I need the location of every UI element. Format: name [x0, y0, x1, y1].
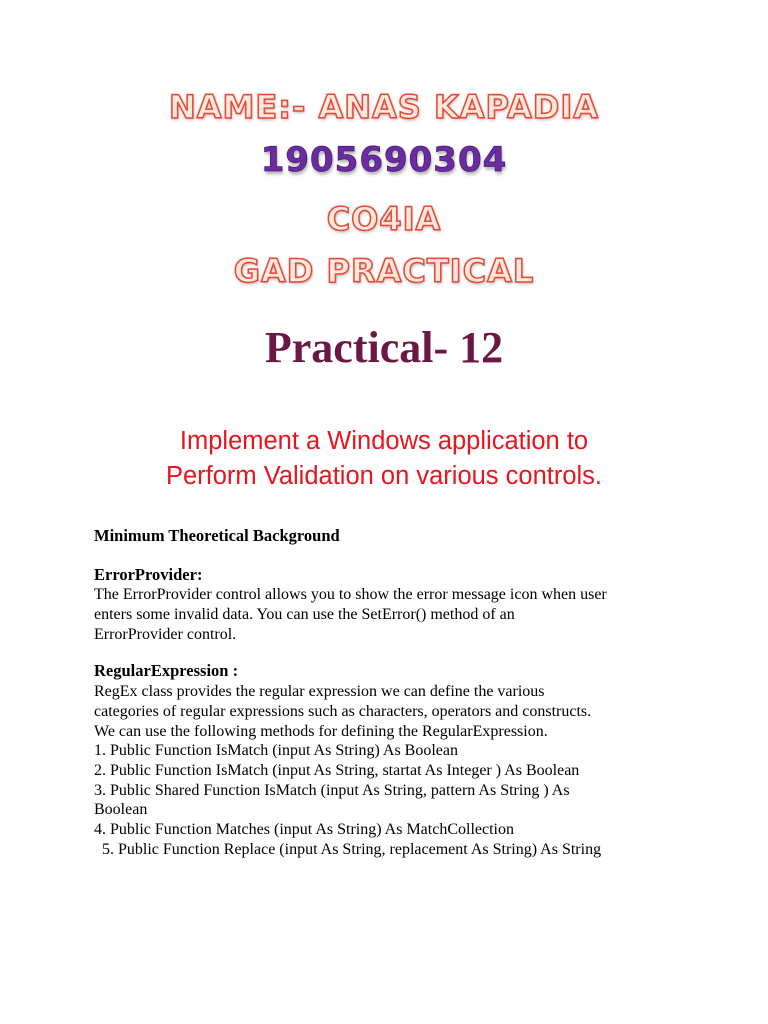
aim-line-2: Perform Validation on various controls.: [165, 462, 603, 490]
method-item-continuation: Boolean: [94, 801, 148, 819]
regex-methods-list: [94, 741, 734, 860]
method-item: 4. Public Function Matches (input As String) As MatchCollection: [94, 821, 514, 839]
paragraph-line: The ErrorProvider control allows you to show the error message icon when user: [94, 586, 607, 603]
practical-title: Practical- 12: [264, 323, 504, 372]
subject-wordart: GAD PRACTICAL: [233, 252, 535, 290]
student-name-wordart: NAME:- ANAS KAPADIA: [168, 88, 600, 126]
regex-heading: RegularExpression :: [94, 661, 239, 680]
errorprovider-paragraph: [94, 585, 734, 644]
method-item: 5. Public Function Replace (input As String, replacement As String) As String: [102, 840, 602, 858]
method-item: 1. Public Function IsMatch (input As String) As Boolean: [94, 742, 458, 759]
background-heading: Minimum Theoretical Background: [94, 526, 340, 545]
regex-paragraph: [94, 682, 734, 741]
class-wordart: CO4IA: [326, 200, 442, 238]
aim-line-1: Implement a Windows application to: [179, 427, 589, 455]
method-item: 2. Public Function IsMatch (input As String, startat As Integer ) As Boolean: [94, 761, 580, 779]
paragraph-line: RegEx class provides the regular expression we can define the various: [94, 683, 545, 700]
errorprovider-heading: ErrorProvider:: [94, 565, 203, 584]
paragraph-line: categories of regular expressions such as characters, operators and constructs.: [94, 702, 592, 720]
paragraph-line: enters some invalid data. You can use the SetError() method of an: [94, 605, 515, 623]
paragraph-line: ErrorProvider control.: [94, 625, 237, 643]
paragraph-line: We can use the following methods for defining the RegularExpression.: [94, 722, 548, 740]
method-item: 3. Public Shared Function IsMatch (input As String, pattern As String ) As: [94, 781, 570, 799]
enrollment-number-wordart: 1905690304: [260, 140, 508, 180]
practical-aim: [40, 424, 728, 494]
